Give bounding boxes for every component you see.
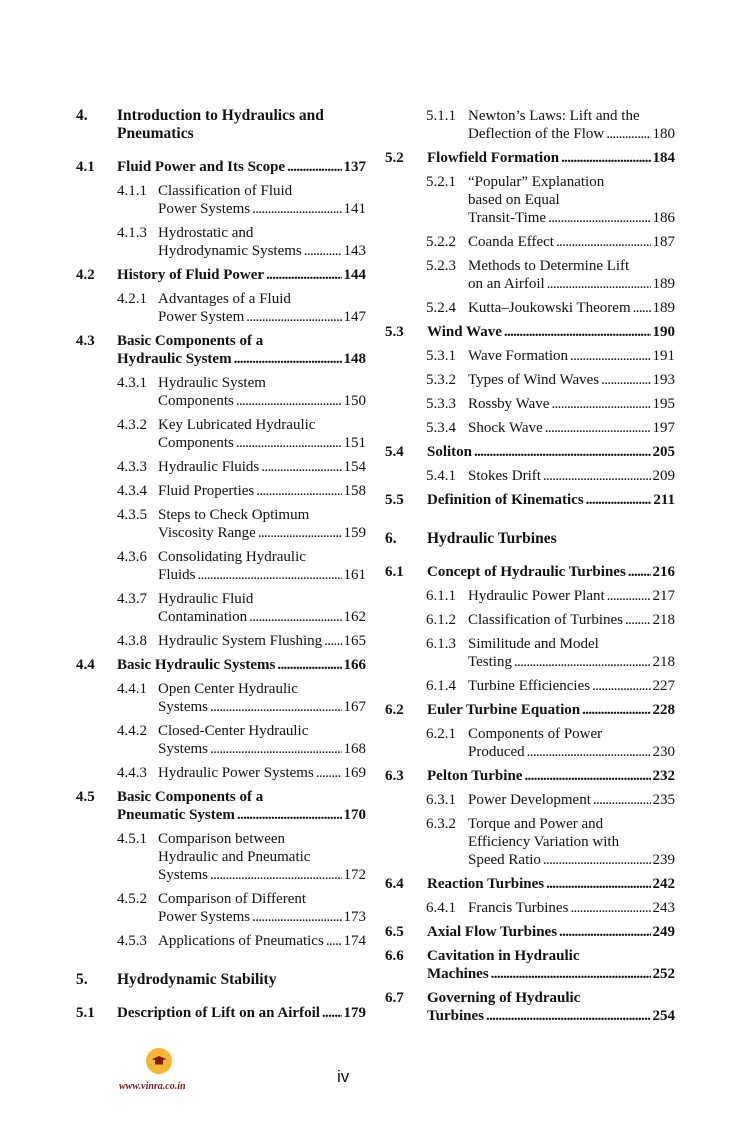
toc-entry-subsection[interactable] (426, 635, 675, 671)
dot-leader (607, 587, 651, 605)
dot-leader (236, 434, 342, 452)
entry-title-line: Transit-Time (468, 210, 547, 226)
page-ref: 179 (343, 1005, 366, 1021)
entry-number: 4.3.2 (117, 417, 147, 433)
entry-number: 4.4.1 (117, 681, 147, 697)
dot-leader (252, 908, 341, 926)
page-ref: 180 (652, 126, 675, 142)
dot-leader (277, 656, 341, 674)
toc-entry-subsection[interactable] (426, 791, 675, 809)
dot-leader (258, 524, 342, 542)
entry-title-line: Hydraulic and Pneumatic (158, 849, 311, 865)
entry-title-line: Components (158, 393, 234, 409)
page-ref: 168 (343, 741, 366, 757)
entry-title-line: Reaction Turbines (427, 876, 545, 892)
entry-number: 5.3 (385, 324, 404, 340)
dot-leader (625, 611, 650, 629)
page-ref: 165 (343, 633, 366, 649)
entry-title-line: Efficiency Variation with (468, 834, 620, 850)
entry-title-line: Types of Wind Waves (468, 372, 600, 388)
page-ref: 228 (652, 702, 675, 718)
entry-title-line: Advantages of a Fluid (158, 291, 291, 307)
entry-title-line: Components (158, 435, 234, 451)
entry-number: 6.2.1 (426, 726, 456, 742)
toc-entry-subsection[interactable] (117, 764, 366, 782)
dot-leader (593, 791, 651, 809)
toc-entry-section[interactable] (385, 875, 675, 893)
toc-entry-section[interactable] (76, 1004, 366, 1022)
entry-number: 6. (385, 530, 397, 547)
entry-number: 4.2.1 (117, 291, 147, 307)
entry-title-line: Systems (158, 741, 209, 757)
toc-entry-section[interactable] (385, 947, 675, 983)
entry-number: 5.2.4 (426, 300, 456, 316)
toc-entry-subsection[interactable] (117, 458, 366, 476)
entry-number: 6.5 (385, 924, 404, 940)
entry-title-line: Basic Components of a (117, 333, 264, 349)
page-ref: 154 (343, 459, 366, 475)
page-ref: 151 (343, 435, 366, 451)
entry-number: 6.1.1 (426, 588, 456, 604)
entry-title-line: Basic Hydraulic Systems (117, 657, 276, 673)
entry-title-line: Hydraulic Turbines (427, 530, 557, 547)
toc-entry-subsection[interactable] (426, 677, 675, 695)
dot-leader (252, 200, 341, 218)
entry-number: 6.6 (385, 948, 404, 964)
page-ref: 205 (652, 444, 675, 460)
toc-entry-section[interactable] (385, 767, 675, 785)
page-ref: 232 (652, 768, 675, 784)
dot-leader (474, 443, 650, 461)
page-ref: 243 (652, 900, 675, 916)
page-ref: 218 (652, 612, 675, 628)
dot-leader (586, 491, 652, 509)
page-ref: 189 (652, 276, 675, 292)
toc-entry-section[interactable] (76, 332, 366, 368)
dot-leader (261, 458, 341, 476)
entry-title-line: Viscosity Range (158, 525, 256, 541)
entry-number: 5.3.2 (426, 372, 456, 388)
dot-leader (256, 482, 341, 500)
entry-title-line: Description of Lift on an Airfoil (117, 1005, 320, 1021)
entry-title-line: Power Systems (158, 909, 251, 925)
entry-title-line: Contamination (158, 609, 248, 625)
page-ref: 173 (343, 909, 366, 925)
toc-entry-section[interactable] (76, 788, 366, 824)
entry-title-line: Basic Components of a (117, 789, 264, 805)
page-ref: 230 (652, 744, 675, 760)
entry-number: 4.3.4 (117, 483, 147, 499)
entry-number: 5.5 (385, 492, 404, 508)
toc-entry-chapter[interactable] (76, 971, 366, 989)
entry-number: 4.1 (76, 159, 95, 175)
entry-number: 4.3.6 (117, 549, 147, 565)
entry-title-line: Speed Ratio (468, 852, 541, 868)
toc-entry-subsection[interactable] (117, 548, 366, 584)
entry-number: 6.7 (385, 990, 404, 1006)
toc-entry-section[interactable] (385, 701, 675, 719)
toc-entry-subsection[interactable] (426, 257, 675, 293)
toc-entry-subsection[interactable] (117, 374, 366, 410)
page-ref: 216 (652, 564, 675, 580)
entry-number: 5.4 (385, 444, 404, 460)
entry-title-line: Torque and Power and (468, 816, 604, 832)
page-ref: 187 (652, 234, 675, 250)
toc-entry-subsection[interactable] (117, 290, 366, 326)
dot-leader (556, 233, 651, 251)
page-ref: 252 (652, 966, 675, 982)
entry-title-line: Coanda Effect (468, 234, 554, 250)
entry-title-line: Hydraulic System (158, 375, 266, 391)
dot-leader (210, 698, 341, 716)
page-ref: 217 (652, 588, 675, 604)
entry-title-line: Power Development (468, 792, 591, 808)
entry-number: 4.4 (76, 657, 95, 673)
toc-entry-subsection[interactable] (117, 590, 366, 626)
toc-entry-subsection[interactable] (426, 419, 675, 437)
entry-number: 4.5.2 (117, 891, 147, 907)
page-ref: 239 (652, 852, 675, 868)
entry-title-line: Stokes Drift (468, 468, 541, 484)
entry-title-line: Machines (427, 966, 489, 982)
entry-title-line: Axial Flow Turbines (427, 924, 558, 940)
toc-entry-subsection[interactable] (426, 371, 675, 389)
page-ref: 144 (343, 267, 366, 283)
entry-number: 4.3 (76, 333, 95, 349)
entry-title-line: on an Airfoil (468, 276, 545, 292)
entry-number: 6.1.4 (426, 678, 456, 694)
page-ref: 209 (652, 468, 675, 484)
entry-number: 6.4.1 (426, 900, 456, 916)
entry-number: 4.5.1 (117, 831, 147, 847)
entry-number: 4.3.3 (117, 459, 147, 475)
page-ref: 169 (343, 765, 366, 781)
entry-title-line: Pneumatics (117, 125, 194, 142)
entry-title-line: Hydraulic System (117, 351, 232, 367)
toc-entry-subsection[interactable] (117, 182, 366, 218)
entry-title-line: Produced (468, 744, 525, 760)
entry-title-line: Hydraulic Fluid (158, 591, 254, 607)
entry-title-line: Shock Wave (468, 420, 543, 436)
page-ref: 190 (652, 324, 675, 340)
entry-number: 6.3 (385, 768, 404, 784)
dot-leader (491, 965, 651, 983)
entry-title-line: Power System (158, 309, 245, 325)
dot-leader (234, 350, 342, 368)
entry-title-line: Similitude and Model (468, 636, 599, 652)
page-ref: 158 (343, 483, 366, 499)
entry-number: 4.3.7 (117, 591, 147, 607)
entry-title-line: Hydraulic Power Systems (158, 765, 314, 781)
entry-number: 4.3.1 (117, 375, 147, 391)
entry-title-line: Governing of Hydraulic (427, 990, 581, 1006)
page-ref: 191 (652, 348, 675, 364)
entry-title-line: Turbines (427, 1008, 484, 1024)
entry-number: 5.3.3 (426, 396, 456, 412)
graduation-cap-icon (146, 1048, 172, 1074)
toc-entry-subsection[interactable] (426, 107, 675, 143)
page-ref: 218 (652, 654, 675, 670)
entry-title-line: Hydraulic Power Plant (468, 588, 605, 604)
toc-entry-subsection[interactable] (426, 173, 675, 227)
entry-title-line: Pelton Turbine (427, 768, 523, 784)
dot-leader (633, 299, 651, 317)
dot-leader (486, 1007, 651, 1025)
dot-leader (236, 392, 342, 410)
entry-number: 4.4.2 (117, 723, 147, 739)
dot-leader (266, 266, 341, 284)
entry-title-line: Testing (468, 654, 512, 670)
toc-entry-section[interactable] (76, 656, 366, 674)
page-ref: 162 (343, 609, 366, 625)
page-ref: 167 (343, 699, 366, 715)
dot-leader (606, 125, 650, 143)
dot-leader (316, 764, 342, 782)
entry-number: 4.1.1 (117, 183, 147, 199)
entry-title-line: History of Fluid Power (117, 267, 265, 283)
entry-number: 4.3.8 (117, 633, 147, 649)
entry-title-line: Comparison between (158, 831, 286, 847)
dot-leader (246, 308, 341, 326)
dot-leader (326, 932, 342, 950)
entry-title-line: Hydrostatic and (158, 225, 254, 241)
toc-entry-subsection[interactable] (117, 932, 366, 950)
toc-entry-subsection[interactable] (117, 416, 366, 452)
toc-entry-subsection[interactable] (117, 506, 366, 542)
toc-entry-subsection[interactable] (117, 224, 366, 260)
entry-title-line: Wave Formation (468, 348, 569, 364)
toc-entry-chapter[interactable] (385, 530, 675, 548)
page-ref: 137 (343, 159, 366, 175)
toc-entry-subsection[interactable] (117, 722, 366, 758)
entry-number: 6.4 (385, 876, 404, 892)
toc-entry-subsection[interactable] (426, 233, 675, 251)
toc-entry-section[interactable] (385, 563, 675, 581)
toc-entry-subsection[interactable] (426, 899, 675, 917)
page-ref: 147 (343, 309, 366, 325)
page-ref: 172 (343, 867, 366, 883)
entry-title-line: Classification of Turbines (468, 612, 624, 628)
entry-number: 5.2 (385, 150, 404, 166)
entry-title-line: Fluid Power and Its Scope (117, 159, 286, 175)
dot-leader (322, 1004, 342, 1022)
entry-title-line: Kutta–Joukowski Theorem (468, 300, 631, 316)
entry-number: 6.2 (385, 702, 404, 718)
entry-number: 6.3.2 (426, 816, 456, 832)
toc-entry-subsection[interactable] (117, 482, 366, 500)
entry-title-line: Hydraulic Fluids (158, 459, 260, 475)
toc-entry-subsection[interactable] (117, 680, 366, 716)
entry-title-line: Francis Turbines (468, 900, 569, 916)
entry-number: 5.4.1 (426, 468, 456, 484)
entry-title-line: Open Center Hydraulic (158, 681, 298, 697)
toc-entry-subsection[interactable] (117, 890, 366, 926)
dot-leader (504, 323, 651, 341)
toc-entry-subsection[interactable] (117, 632, 366, 650)
dot-leader (570, 899, 650, 917)
page-number: iv (337, 1067, 350, 1086)
dot-leader (628, 563, 651, 581)
entry-title-line: Closed-Center Hydraulic (158, 723, 309, 739)
entry-number: 5.1.1 (426, 108, 456, 124)
entry-number: 5. (76, 971, 88, 988)
entry-title-line: Turbine Efficiencies (468, 678, 591, 694)
entry-title-line: Fluid Properties (158, 483, 255, 499)
toc-entry-subsection[interactable] (117, 830, 366, 884)
page-ref: 174 (343, 933, 366, 949)
toc-entry-section[interactable] (385, 149, 675, 167)
entry-number: 5.2.2 (426, 234, 456, 250)
entry-title-line: Deflection of the Flow (468, 126, 605, 142)
toc-entry-section[interactable] (76, 266, 366, 284)
page-ref: 148 (343, 351, 366, 367)
dot-leader (527, 743, 651, 761)
entry-title-line: Concept of Hydraulic Turbines (427, 564, 626, 580)
dot-leader (570, 347, 650, 365)
toc-entry-section[interactable] (76, 158, 366, 176)
entry-title-line: Key Lubricated Hydraulic (158, 417, 316, 433)
dot-leader (546, 875, 650, 893)
page-ref: 159 (343, 525, 366, 541)
page-ref: 186 (652, 210, 675, 226)
toc-entry-subsection[interactable] (426, 395, 675, 413)
dot-leader (514, 653, 651, 671)
entry-title-line: Euler Turbine Equation (427, 702, 581, 718)
entry-title-line: Wind Wave (427, 324, 502, 340)
entry-title-line: Comparison of Different (158, 891, 307, 907)
page-ref: 211 (653, 492, 675, 508)
toc-entry-subsection[interactable] (426, 725, 675, 761)
entry-title-line: Rossby Wave (468, 396, 550, 412)
dot-leader (287, 158, 341, 176)
entry-number: 5.2.3 (426, 258, 456, 274)
toc-entry-section[interactable] (385, 989, 675, 1025)
page-ref: 141 (343, 201, 366, 217)
entry-title-line: Pneumatic System (117, 807, 235, 823)
dot-leader (559, 923, 650, 941)
dot-leader (324, 632, 341, 650)
entry-title-line: Hydrodynamic Stability (117, 971, 277, 988)
toc-entry-section[interactable] (385, 491, 675, 509)
publisher-website[interactable]: www.vinra.co.in (119, 1081, 186, 1092)
toc-entry-subsection[interactable] (426, 587, 675, 605)
entry-number: 6.1.2 (426, 612, 456, 628)
dot-leader (543, 467, 651, 485)
dot-leader (543, 851, 651, 869)
page-ref: 170 (343, 807, 366, 823)
entry-title-line: Introduction to Hydraulics and (117, 107, 324, 124)
dot-leader (547, 275, 651, 293)
page-ref: 184 (652, 150, 675, 166)
entry-number: 4.1.3 (117, 225, 147, 241)
entry-title-line: Cavitation in Hydraulic (427, 948, 580, 964)
entry-title-line: Applications of Pneumatics (158, 933, 324, 949)
page-ref: 242 (652, 876, 675, 892)
dot-leader (582, 701, 650, 719)
entry-number: 4.3.5 (117, 507, 147, 523)
entry-number: 4.5.3 (117, 933, 147, 949)
page-ref: 189 (652, 300, 675, 316)
entry-title-line: Fluids (158, 567, 196, 583)
entry-number: 6.1.3 (426, 636, 456, 652)
entry-number: 5.2.1 (426, 174, 456, 190)
page-ref: 143 (343, 243, 366, 259)
page-ref: 235 (652, 792, 675, 808)
page-ref: 150 (343, 393, 366, 409)
toc-entry-subsection[interactable] (426, 467, 675, 485)
toc-entry-chapter[interactable] (76, 107, 366, 143)
toc-entry-section[interactable] (385, 323, 675, 341)
entry-title-line: Classification of Fluid (158, 183, 293, 199)
toc-entry-subsection[interactable] (426, 611, 675, 629)
entry-title-line: Systems (158, 699, 209, 715)
entry-title-line: Soliton (427, 444, 473, 460)
entry-number: 4.4.3 (117, 765, 147, 781)
page-ref: 254 (652, 1008, 675, 1024)
page-ref: 249 (652, 924, 675, 940)
entry-number: 6.3.1 (426, 792, 456, 808)
entry-number: 5.1 (76, 1005, 95, 1021)
page-ref: 227 (652, 678, 675, 694)
dot-leader (524, 767, 650, 785)
dot-leader (237, 806, 342, 824)
entry-title-line: Definition of Kinematics (427, 492, 584, 508)
entry-title-line: Components of Power (468, 726, 603, 742)
dot-leader (249, 608, 341, 626)
dot-leader (592, 677, 650, 695)
entry-number: 5.3.4 (426, 420, 456, 436)
page-ref: 161 (343, 567, 366, 583)
entry-title-line: “Popular” Explanation (468, 174, 605, 190)
entry-number: 4.2 (76, 267, 95, 283)
page-ref: 195 (652, 396, 675, 412)
toc-entry-subsection[interactable] (426, 347, 675, 365)
entry-number: 6.1 (385, 564, 404, 580)
dot-leader (304, 242, 342, 260)
page-ref: 197 (652, 420, 675, 436)
entry-title-line: Steps to Check Optimum (158, 507, 310, 523)
dot-leader (210, 740, 341, 758)
toc-entry-section[interactable] (385, 923, 675, 941)
entry-title-line: Newton’s Laws: Lift and the (468, 108, 640, 124)
entry-title-line: Systems (158, 867, 209, 883)
dot-leader (545, 419, 651, 437)
entry-title-line: Hydraulic System Flushing (158, 633, 323, 649)
page-ref: 193 (652, 372, 675, 388)
entry-title-line: Power Systems (158, 201, 251, 217)
toc-entry-subsection[interactable] (426, 299, 675, 317)
dot-leader (548, 209, 650, 227)
entry-title-line: based on Equal (468, 192, 560, 208)
toc-entry-subsection[interactable] (426, 815, 675, 869)
entry-title-line: Hydrodynamic Systems (158, 243, 302, 259)
dot-leader (210, 866, 341, 884)
entry-title-line: Methods to Determine Lift (468, 258, 630, 274)
dot-leader (198, 566, 342, 584)
page-ref: 166 (343, 657, 366, 673)
entry-number: 5.3.1 (426, 348, 456, 364)
toc-entry-section[interactable] (385, 443, 675, 461)
dot-leader (601, 371, 650, 389)
entry-title-line: Consolidating Hydraulic (158, 549, 306, 565)
dot-leader (561, 149, 650, 167)
entry-number: 4. (76, 107, 88, 124)
entry-number: 4.5 (76, 789, 95, 805)
dot-leader (551, 395, 650, 413)
entry-title-line: Flowfield Formation (427, 150, 560, 166)
